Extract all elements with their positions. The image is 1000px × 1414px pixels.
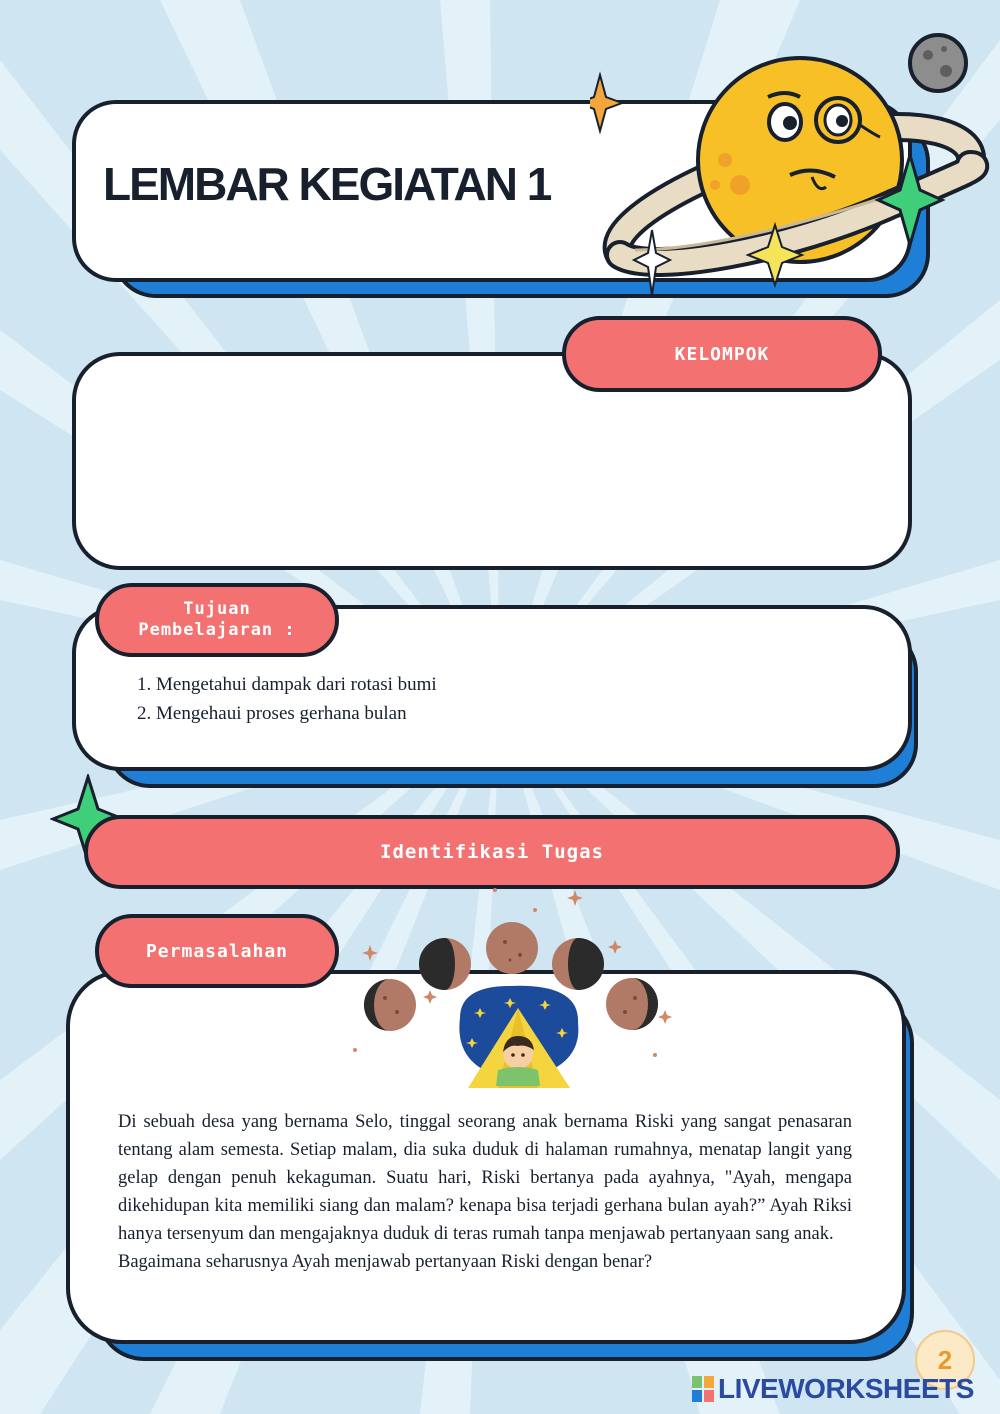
brand-text: LIVEWORKSHEETS <box>718 1373 974 1404</box>
objective-item: 1. Mengetahui dampak dari rotasi bumi <box>156 670 437 699</box>
task-banner: Identifikasi Tugas <box>84 815 900 889</box>
planet-illustration <box>590 25 990 305</box>
page-title: LEMBAR KEGIATAN 1 <box>103 158 551 210</box>
group-label: KELOMPOK <box>562 316 882 392</box>
story-question: Bagaimana seharusnya Ayah menjawab pertanyaan Riski dengan benar? <box>118 1252 653 1272</box>
objectives-label: Tujuan Pembelajaran : <box>95 583 339 657</box>
objectives-list <box>130 670 437 728</box>
liveworksheets-logo-icon <box>692 1376 714 1402</box>
liveworksheets-brand[interactable] <box>692 1372 974 1406</box>
story-paragraph: Di sebuah desa yang bernama Selo, tinggal seorang anak bernama Riski yang sangat penasaran tentang alam semesta. Setiap malam, dia suka duduk di halaman rumahnya, menatap langit yang gelap dengan penuh kekaguman. Suatu hari, Riski bertanya pada ayahnya, "Ayah, mengapa dikehidupan kita memiliki siang dan malam? kenapa bisa terjadi gerhana bulan ayah?” Ayah Riksi hanya tersenyum dan mengajaknya duduk di teras rumah tanpa menjawab pertanyaan sang anak. <box>118 1112 852 1244</box>
problem-story <box>118 1108 852 1276</box>
tent-boy-illustration <box>450 978 590 1093</box>
objective-item: 2. Mengehaui proses gerhana bulan <box>156 699 437 728</box>
problem-label: Permasalahan <box>95 914 339 988</box>
page-number-badge: 2 <box>915 1330 975 1390</box>
